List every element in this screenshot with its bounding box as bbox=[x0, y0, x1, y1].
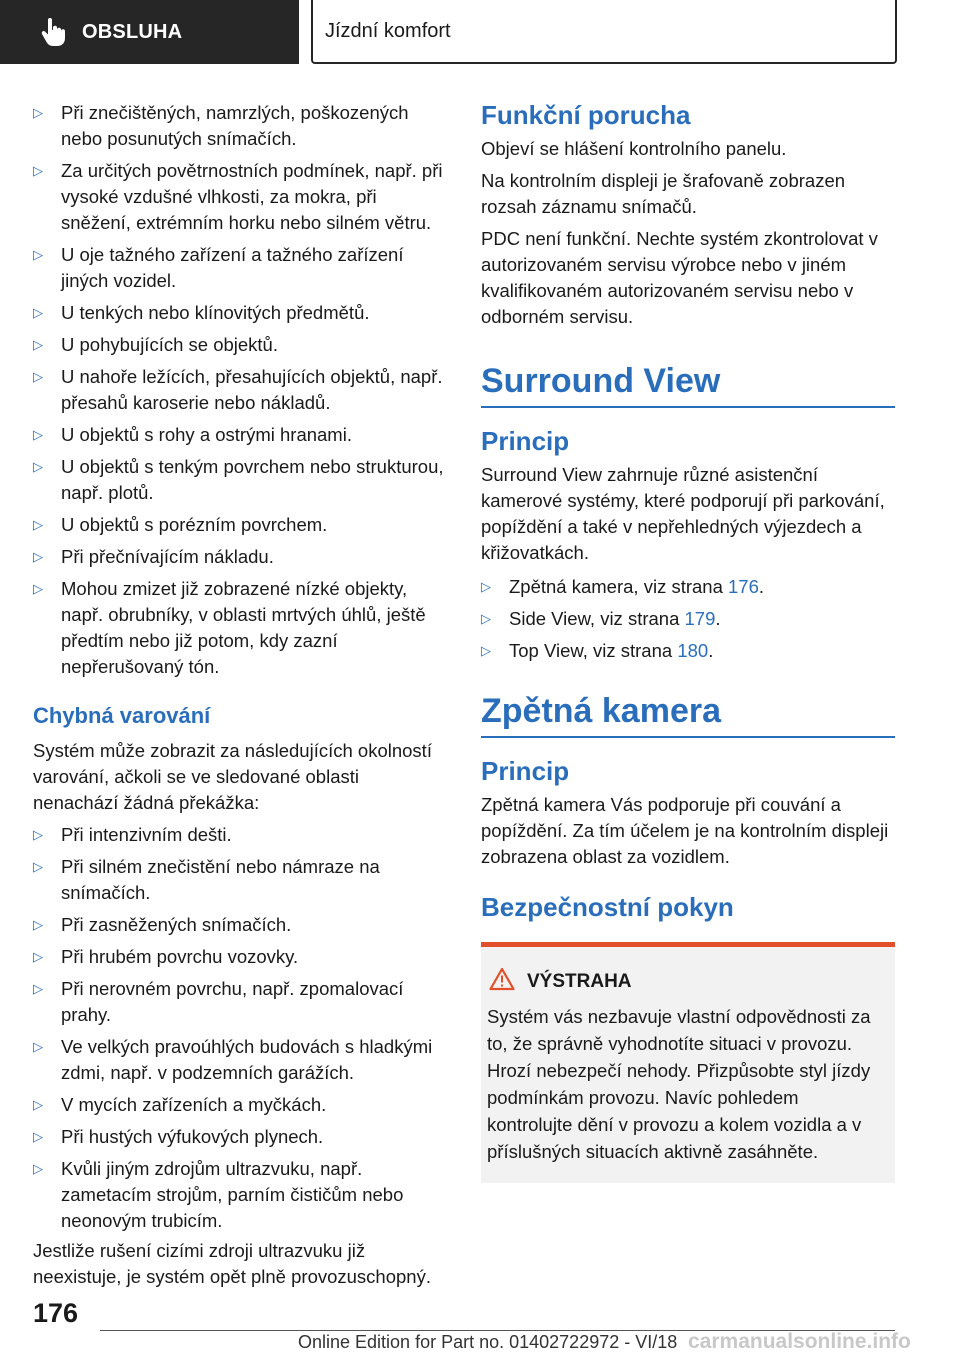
list-item-text: Při nerovném povrchu, např. zpomalovací prahy. bbox=[61, 978, 404, 1025]
malfunction-heading: Funkční porucha bbox=[481, 100, 691, 130]
surround-view-title: Surround View bbox=[481, 360, 895, 408]
page-link[interactable]: 176 bbox=[728, 576, 759, 597]
list-item bbox=[33, 976, 449, 1028]
list-item bbox=[33, 300, 449, 326]
bullet-marker-icon: ▷ bbox=[33, 163, 43, 178]
bullet-marker-icon: ▷ bbox=[33, 337, 43, 352]
list-item-text: Při intenzivním dešti. bbox=[61, 824, 232, 845]
false-warnings-intro: Systém může zobrazit za následujících okolností varování, ačkoli se ve sledované oblasti nenachází žádná překážka: bbox=[33, 740, 432, 813]
bullet-marker-icon: ▷ bbox=[33, 981, 43, 996]
reference-text: Zpětná kamera, viz strana bbox=[509, 576, 729, 597]
reference-text: Side View, viz strana bbox=[509, 608, 685, 629]
list-item-text: Ve velkých pravoúhlých budovách s hladkými zdmi, např. v podzemních garážích. bbox=[61, 1036, 433, 1083]
rear-principle-text: Zpětná kamera Vás podporuje při couvání a popíždění. Za tím účelem je na kontrolním displeji zobrazena oblast za vozidlem. bbox=[481, 794, 889, 867]
bullet-marker-icon: ▷ bbox=[481, 643, 491, 658]
bullet-marker-icon: ▷ bbox=[481, 611, 491, 626]
list-item bbox=[33, 332, 449, 358]
list-item bbox=[33, 158, 449, 236]
section-title: OBSLUHA bbox=[82, 20, 183, 43]
false-warnings-list bbox=[33, 822, 449, 1234]
list-item bbox=[33, 822, 449, 848]
list-item-text: Kvůli jiným zdrojům ultrazvuku, např. zametacím strojům, parním čističům nebo neonovým trubicím. bbox=[61, 1158, 404, 1231]
page-link[interactable]: 179 bbox=[684, 608, 716, 629]
list-item-text: U pohybujících se objektů. bbox=[61, 334, 278, 355]
list-item bbox=[33, 364, 449, 416]
page-link[interactable]: 180 bbox=[677, 640, 709, 661]
page-number: 176 bbox=[33, 1298, 79, 1328]
bullet-marker-icon: ▷ bbox=[33, 247, 43, 262]
reference-period: . bbox=[715, 608, 721, 629]
list-item-text: Mohou zmizet již zobrazené nízké objekty, např. obrubníky, v oblasti mrtvých úhlů, ještě předtím nebo již potom, kdy zazní nepřerušovaný tón. bbox=[61, 578, 426, 677]
list-item bbox=[33, 576, 449, 680]
bullet-marker-icon: ▷ bbox=[33, 827, 43, 842]
bullet-marker-icon: ▷ bbox=[33, 369, 43, 384]
watermark: carmanualsonline.info bbox=[688, 1330, 911, 1353]
rear-camera-title: Zpětná kamera bbox=[481, 690, 895, 738]
reference-item bbox=[481, 606, 895, 632]
bullet-marker-icon: ▷ bbox=[33, 549, 43, 564]
chapter-tab bbox=[311, 0, 897, 64]
rear-principle-heading: Princip bbox=[481, 756, 570, 786]
list-item-text: Při silném znečistění nebo námraze na snímačích. bbox=[61, 856, 380, 903]
bullet-marker-icon: ▷ bbox=[481, 579, 491, 594]
malfunction-text-1: Objeví se hlášení kontrolního panelu. bbox=[481, 138, 787, 159]
list-item-text: U tenkých nebo klínovitých předmětů. bbox=[61, 302, 370, 323]
list-item bbox=[33, 242, 449, 294]
list-item bbox=[33, 544, 449, 570]
warning-text: Systém vás nezbavuje vlastní odpovědnosti za to, že správně vyhodnotíte situaci v provozu. Hrozí nebezpečí nehody. Přizpůsobte styl jízdy podmínkám provozu. Navíc pohledem kontrolujte dění v provozu a kolem vozidla a v příslušných situacích aktivně zasáhněte. bbox=[487, 1006, 871, 1162]
bullet-marker-icon: ▷ bbox=[33, 949, 43, 964]
bullet-marker-icon: ▷ bbox=[33, 917, 43, 932]
list-item-text: Při přečnívajícím nákladu. bbox=[61, 546, 274, 567]
bullet-marker-icon: ▷ bbox=[33, 517, 43, 532]
malfunction-text-3: PDC není funkční. Nechte systém zkontrolovat v autorizovaném servisu výrobce nebo v jiném kvalifikovaném autorizovaném servisu nebo v odborném servisu. bbox=[481, 228, 878, 327]
bullet-marker-icon: ▷ bbox=[33, 105, 43, 120]
bullet-marker-icon: ▷ bbox=[33, 581, 43, 596]
bullet-marker-icon: ▷ bbox=[33, 1097, 43, 1112]
list-item-text: V mycích zařízeních a myčkách. bbox=[61, 1094, 327, 1115]
list-item bbox=[33, 100, 449, 152]
list-item bbox=[33, 912, 449, 938]
hand-pointer-icon bbox=[36, 15, 70, 49]
malfunction-text-2: Na kontrolním displeji je šrafovaně zobrazen rozsah záznamu snímačů. bbox=[481, 170, 846, 217]
list-item-text: U objektů s rohy a ostrými hranami. bbox=[61, 424, 352, 445]
list-item-text: U objektů s porézním povrchem. bbox=[61, 514, 328, 535]
list-item-text: Při hustých výfukových plynech. bbox=[61, 1126, 324, 1147]
list-item bbox=[33, 1092, 449, 1118]
bullet-marker-icon: ▷ bbox=[33, 305, 43, 320]
surround-principle-text: Surround View zahrnuje různé asistenční kamerové systémy, které podporují při parkování, popíždění a také v nepřehledných výjezdech a křižovatkách. bbox=[481, 464, 885, 563]
bullet-marker-icon: ▷ bbox=[33, 427, 43, 442]
bullet-marker-icon: ▷ bbox=[33, 459, 43, 474]
warning-box bbox=[481, 942, 895, 1183]
list-item bbox=[33, 854, 449, 906]
list-item bbox=[33, 1156, 449, 1234]
reference-item bbox=[481, 574, 895, 600]
list-item bbox=[33, 512, 449, 538]
warning-title: VÝSTRAHA bbox=[527, 971, 632, 992]
list-item bbox=[33, 944, 449, 970]
list-item-text: Při hrubém povrchu vozovky. bbox=[61, 946, 299, 967]
list-item bbox=[33, 422, 449, 448]
list-item-text: Při znečištěných, namrzlých, poškozených nebo posunutých snímačích. bbox=[61, 102, 409, 149]
left-column bbox=[33, 100, 449, 1296]
reference-period: . bbox=[708, 640, 714, 661]
safety-heading: Bezpečnostní pokyn bbox=[481, 892, 734, 922]
bullet-marker-icon: ▷ bbox=[33, 859, 43, 874]
reference-text: Top View, viz strana bbox=[509, 640, 678, 661]
bullet-marker-icon: ▷ bbox=[33, 1161, 43, 1176]
list-item bbox=[33, 454, 449, 506]
section-tab bbox=[0, 0, 299, 64]
list-item-text: Při zasněžených snímačích. bbox=[61, 914, 292, 935]
limitations-list bbox=[33, 100, 449, 680]
right-column bbox=[481, 100, 895, 1183]
list-item-text: U oje tažného zařízení a tažného zařízení jiných vozidel. bbox=[61, 244, 404, 291]
list-item-text: U objektů s tenkým povrchem nebo strukturou, např. plotů. bbox=[61, 456, 444, 503]
list-item bbox=[33, 1124, 449, 1150]
list-item-text: U nahoře ležících, přesahujících objektů, např. přesahů karoserie nebo nákladů. bbox=[61, 366, 443, 413]
list-item bbox=[33, 1034, 449, 1086]
surround-principle-heading: Princip bbox=[481, 426, 570, 456]
bullet-marker-icon: ▷ bbox=[33, 1039, 43, 1054]
reference-item bbox=[481, 638, 895, 664]
chapter-title: Jízdní komfort bbox=[325, 19, 451, 42]
closing-paragraph: Jestliže rušení cizími zdroji ultrazvuku již neexistuje, je systém opět plně provozuschopný. bbox=[33, 1240, 431, 1287]
warning-triangle-icon bbox=[489, 967, 515, 997]
warning-title-row bbox=[489, 967, 889, 997]
reference-period: . bbox=[758, 576, 765, 597]
list-item-text: Za určitých povětrnostních podmínek, např. při vysoké vzdušné vlhkosti, za mokra, při sněžení, extrémním horku nebo silném větru. bbox=[61, 160, 443, 233]
bullet-marker-icon: ▷ bbox=[33, 1129, 43, 1144]
edition-text: Online Edition for Part no. 01402722972 - VI/18 bbox=[298, 1332, 678, 1352]
false-warnings-heading: Chybná varování bbox=[33, 703, 211, 728]
surround-references-list bbox=[481, 574, 895, 664]
